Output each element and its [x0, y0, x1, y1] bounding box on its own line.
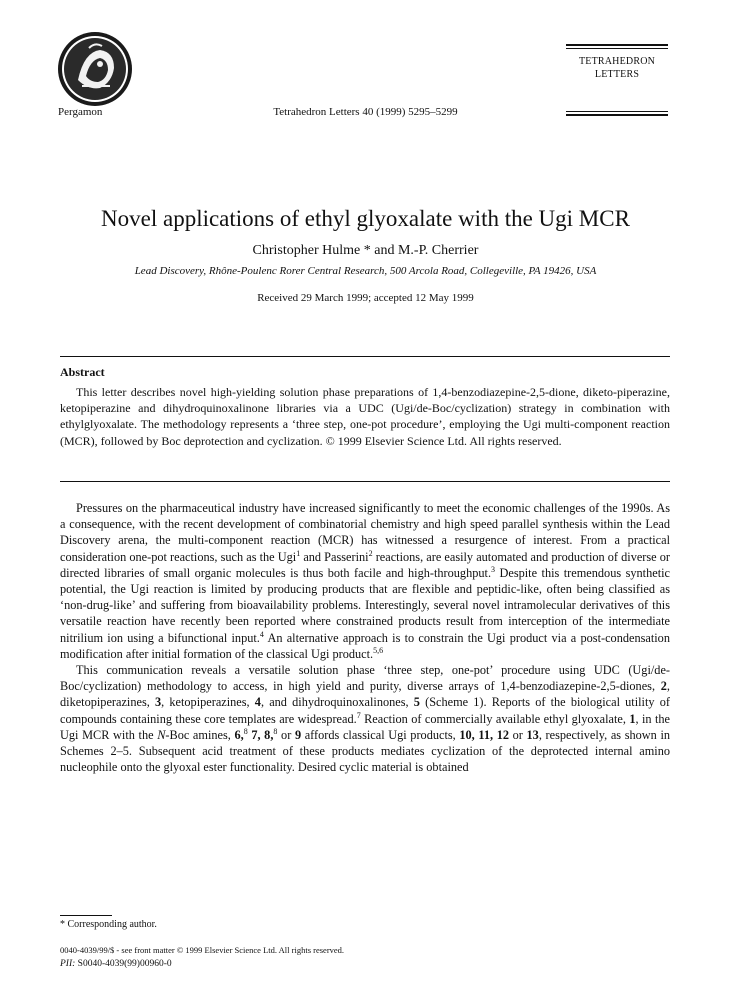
compound-7-8: 7, 8,	[247, 727, 274, 742]
ref-3: 3	[491, 564, 496, 574]
p1-text-d: Despite this tremendous synthetic potential, the Ugi reaction is limited by producing products that are flexible and peptidic-like, often being classified as ‘non-drug-like’ and suffering from bioavailability problems. Interestingly, several novel intramolecular derivatives of this versatile reaction have recently been reported where constrained products result from interception of the intermediate nitrilium ion using a bifunctional input.	[60, 565, 670, 645]
p2-text-i: or	[277, 727, 295, 742]
journal-name-block	[566, 44, 668, 87]
p1-text-a: Pressures on the pharmaceutical industry have increased significantly to meet the economic challenges of the 1990s. As a consequence, with the recent development of combinatorial chemistry and high speed parallel synthesis within the Lead Discovery arena, the multi-component reaction (MCR) has witnessed a resurgence of interest. From a practical consideration one-pot reactions, such as the Ugi	[60, 501, 670, 564]
p1-text-b: and Passerini	[300, 549, 369, 564]
compound-6: 6,	[234, 727, 244, 742]
pii-value: S0040-4039(99)00960-0	[75, 959, 172, 969]
compound-10-12: 10, 11, 12	[459, 727, 509, 742]
received-dates: Received 29 March 1999; accepted 12 May 1999	[257, 292, 474, 304]
compound-1: 1	[629, 711, 636, 726]
ref-1: 1	[296, 548, 301, 558]
journal-top-rule-thin	[566, 48, 668, 49]
body-paragraph-1	[60, 500, 670, 662]
publisher-name: Pergamon	[58, 106, 103, 118]
p1-text-c: reactions, are easily automated and production of diverse or directed libraries of small organic molecules is thus both facile and high-throughput.	[60, 549, 670, 580]
p2-text-l: , respectively, as shown in Schemes 2–5. Subsequent acid treatment of these products mediates cyclization of the deprotected internal amino nucleophile onto the glyoxal ester functionality. Desired cyclic material is obtained	[60, 727, 671, 775]
copyright-line: 0040-4039/99/$ - see front matter © 1999 Elsevier Science Ltd. All rights reserved.	[60, 945, 345, 955]
p2-text-d: , and dihydroquinoxalinones,	[260, 695, 414, 710]
ref-4: 4	[259, 629, 264, 639]
article-authors: Christopher Hulme * and M.-P. Cherrier	[252, 243, 479, 258]
journal-name-line2: LETTERS	[594, 69, 640, 80]
nitrogen-italic: N	[157, 727, 166, 742]
abstract-heading: Abstract	[60, 365, 105, 379]
p2-text-a: This communication reveals a versatile solution phase ‘three step, one-pot’ procedure using UDC (Ugi/de-Boc/cyclization) methodology to access, in high yield and purity, diverse arrays of 1,4-benzodiazepine-2,5-diones,	[60, 663, 670, 694]
journal-name	[566, 55, 668, 81]
body-paragraph-2	[60, 662, 670, 775]
ref-8b: 8	[273, 726, 278, 736]
p1-text-e: An alternative approach is to constrain the Ugi product via a post-condensation modification after initial formation of the classical Ugi product.	[60, 630, 670, 661]
compound-13: 13	[526, 727, 539, 742]
abstract-top-rule	[60, 356, 670, 357]
footnote-rule	[60, 915, 112, 916]
abstract-bottom-rule	[60, 481, 670, 482]
p2-text-f: Reaction of commercially available ethyl glyoxalate,	[360, 711, 630, 726]
journal-bottom-rule	[566, 114, 668, 116]
p2-text-h: -Boc amines,	[165, 727, 235, 742]
p2-text-g: , in the Ugi MCR with the	[60, 711, 670, 742]
journal-reference: Tetrahedron Letters 40 (1999) 5295–5299	[273, 106, 458, 118]
journal-name-line1: TETRAHEDRON	[578, 56, 656, 67]
journal-top-rule	[566, 44, 668, 46]
ref-2: 2	[368, 548, 373, 558]
compound-2: 2	[660, 679, 667, 694]
p2-text-b: , diketopiperazines,	[60, 679, 670, 710]
abstract-text: This letter describes novel high-yielding solution phase preparations of 1,4-benzodiazepine-2,5-dione, diketo-piperazine, ketopiperazine and dihydroquinoxalinone libraries via a UDC (Ugi/de-Boc/cyclization) strategy in combination with ethylglyoxalate. The methodology represents a ‘three step, one-pot procedure’, employing the Ugi multi-component reaction (MCR), followed by Boc deprotection and cyclization. © 1999 Elsevier Science Ltd. All rights reserved.	[60, 385, 670, 448]
compound-3: 3	[154, 695, 162, 710]
ref-7: 7	[356, 710, 361, 720]
p2-text-e: (Scheme 1). Reports of the biological utility of compounds containing these core templates are widespread.	[60, 695, 670, 726]
ref-5-6: 5,6	[373, 645, 384, 655]
elsevier-tree-seal-icon	[56, 30, 134, 108]
p2-text-k: or	[509, 727, 527, 742]
article-title: Novel applications of ethyl glyoxalate with the Ugi MCR	[101, 206, 630, 231]
corresponding-author-footnote: * Corresponding author.	[60, 919, 157, 930]
compound-4: 4	[254, 695, 261, 710]
p2-text-c: , ketopiperazines,	[161, 695, 255, 710]
pii-line	[60, 959, 172, 969]
author-affiliation: Lead Discovery, Rhône-Poulenc Rorer Central Research, 500 Arcola Road, Collegeville, PA 19426, USA	[134, 265, 597, 277]
journal-bottom-rules	[566, 111, 668, 116]
p2-text-j: affords classical Ugi products,	[301, 727, 460, 742]
journal-bottom-rule-thin	[566, 111, 668, 112]
ref-8a: 8	[243, 726, 248, 736]
compound-5: 5	[413, 695, 420, 710]
article-body	[60, 500, 670, 775]
pii-label: PII:	[60, 959, 76, 969]
compound-9: 9	[294, 727, 302, 742]
